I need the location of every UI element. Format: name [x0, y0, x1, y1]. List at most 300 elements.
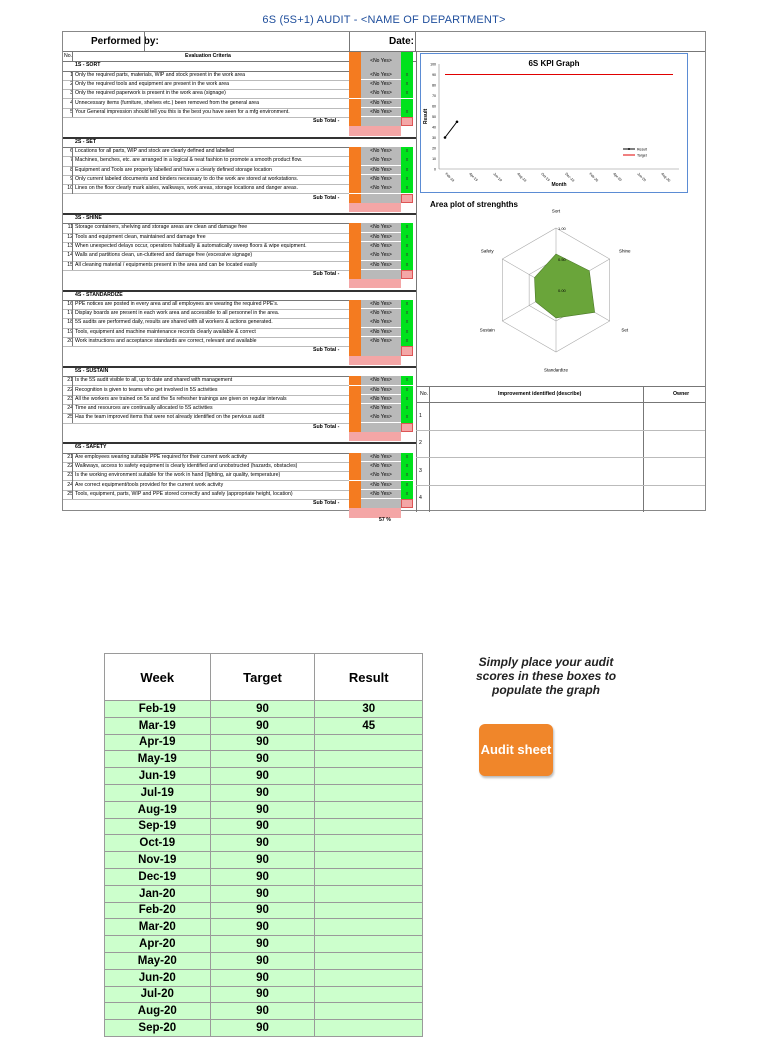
- orange-cell: [349, 318, 361, 327]
- criteria-text: Has the team improved items that were not already identified on the pervious audit: [75, 414, 265, 421]
- radar-ring-label: 0.00: [558, 288, 566, 293]
- score-cell: x: [401, 233, 413, 242]
- evaluation-table: [63, 52, 416, 523]
- criteria-text: Time and resources are continually allocated to 5S activities: [75, 405, 213, 412]
- orange-marker: [349, 52, 361, 71]
- col-divider: [72, 147, 73, 194]
- criteria-row: [63, 261, 416, 270]
- score-select[interactable]: <No Yes>: [361, 490, 401, 499]
- x-tick-label: Oct-19: [540, 171, 551, 183]
- score-select[interactable]: <No Yes>: [361, 147, 401, 156]
- week-cell: Nov-19: [105, 852, 211, 869]
- criteria-number: 19: [67, 328, 73, 335]
- criteria-text: Locations for all parts, WIP and stock are clearly defined and labelled: [75, 148, 234, 154]
- criteria-number: 6: [70, 148, 73, 154]
- col-divider: [72, 376, 73, 423]
- score-select[interactable]: <No Yes>: [361, 251, 401, 260]
- y-tick-label: 70: [432, 94, 436, 98]
- orange-cell: [349, 251, 361, 260]
- score-cell: x: [401, 490, 413, 499]
- criteria-row: [63, 242, 416, 251]
- orange-cell: [349, 194, 361, 203]
- result-cell[interactable]: [315, 902, 423, 919]
- y-tick-label: 100: [430, 62, 436, 67]
- orange-cell: [349, 499, 361, 508]
- week-score-table: [104, 653, 423, 1037]
- week-cell: Jan-20: [105, 885, 211, 902]
- week-row: [105, 868, 423, 885]
- subtotal-label: Sub Total -: [313, 194, 340, 201]
- criteria-number: 17: [67, 310, 73, 317]
- score-cell: x: [401, 376, 413, 385]
- result-cell[interactable]: [315, 868, 423, 885]
- criteria-number: 8: [70, 166, 73, 173]
- criteria-text: Tools and equipment clean, maintained and damage free: [75, 233, 206, 240]
- orange-cell: [349, 309, 361, 318]
- y-tick-label: 60: [432, 104, 436, 109]
- radar-axis-label: Sustain: [479, 327, 495, 333]
- audit-sheet-button[interactable]: Audit sheet: [479, 724, 553, 776]
- orange-cell: [349, 300, 361, 309]
- criteria-text: Only the required parts, materials, WIP and stock present in the work area: [75, 71, 246, 78]
- criteria-number: 1: [70, 71, 73, 78]
- radar-title: Area plot of strenghths: [430, 200, 519, 209]
- orange-cell: [349, 242, 361, 251]
- orange-cell: [349, 108, 361, 117]
- orange-cell: [349, 346, 361, 355]
- score-select[interactable]: <No Yes>: [361, 309, 401, 318]
- week-cell: Sep-19: [105, 818, 211, 835]
- x-tick-label: Dec-19: [564, 171, 576, 183]
- criteria-text: Walkways, access to safety equipment is clearly identified and unobstructed (hazards, obstacles): [75, 462, 298, 469]
- orange-cell: [349, 99, 361, 108]
- criteria-row: [63, 404, 416, 413]
- criteria-number: 10: [67, 185, 73, 192]
- score-select[interactable]: <No Yes>: [361, 156, 401, 165]
- score-cell: x: [401, 404, 413, 413]
- criteria-row: [63, 89, 416, 98]
- col-divider: [72, 223, 73, 270]
- week-row: [105, 1003, 423, 1020]
- score-cell: x: [401, 223, 413, 232]
- week-row: [105, 818, 423, 835]
- score-select[interactable]: <No Yes>: [361, 184, 401, 193]
- score-cell: x: [401, 71, 413, 80]
- radar-axis-label: Standardize: [543, 367, 569, 373]
- result-cell[interactable]: [315, 852, 423, 869]
- orange-cell: [349, 328, 361, 337]
- criteria-row: [63, 453, 416, 462]
- score-select[interactable]: <No Yes>: [361, 108, 401, 117]
- criteria-row: [63, 233, 416, 242]
- kpi-title: 6S KPI Graph: [528, 59, 580, 68]
- week-row: [105, 936, 423, 953]
- week-row: [105, 919, 423, 936]
- score-select[interactable]: <No Yes>: [361, 71, 401, 80]
- subtotal-indicator: [401, 423, 413, 432]
- criteria-number: 2: [70, 80, 73, 87]
- score-select[interactable]: <No Yes>: [361, 175, 401, 184]
- orange-cell: [349, 453, 361, 462]
- criteria-number: 24: [67, 405, 73, 412]
- target-cell: 90: [210, 717, 315, 734]
- legend-target-label: Target: [637, 153, 647, 158]
- week-cell: May-20: [105, 952, 211, 969]
- col-divider: [72, 71, 73, 118]
- score-cell: x: [401, 481, 413, 490]
- result-cell[interactable]: [315, 919, 423, 936]
- criteria-number: 12: [67, 233, 73, 240]
- orange-cell: [349, 413, 361, 422]
- criteria-text: All the workers are trained on 5s and the 5s refresher trainings are given on regular intervals: [75, 395, 287, 402]
- score-cell: x: [401, 337, 413, 346]
- criteria-text: Are correct equipment/tools provided for the current work activity: [75, 481, 224, 488]
- y-tick-label: 50: [432, 115, 436, 119]
- result-cell[interactable]: [315, 885, 423, 902]
- score-select[interactable]: <No Yes>: [361, 223, 401, 232]
- target-cell: 90: [210, 818, 315, 835]
- section-divider: [63, 213, 416, 215]
- section-title: 2S - SET: [75, 138, 97, 145]
- criteria-row: [63, 223, 416, 232]
- week-row: [105, 986, 423, 1003]
- week-cell: May-19: [105, 751, 211, 768]
- criteria-text: Are employees wearing suitable PPE required for their current work activity: [75, 453, 248, 460]
- score-select[interactable]: <No Yes>: [361, 80, 401, 89]
- section-title: 1S - SORT: [75, 62, 101, 69]
- radar-axis-label: Safety: [480, 248, 494, 254]
- score-cell: x: [401, 471, 413, 480]
- score-cell: x: [401, 108, 413, 117]
- criteria-number: 25: [67, 490, 73, 497]
- criteria-row: [63, 386, 416, 395]
- kpi-chart-svg: [421, 54, 687, 192]
- target-cell: 90: [210, 801, 315, 818]
- criteria-row: [63, 108, 416, 117]
- target-cell: 90: [210, 952, 315, 969]
- score-cell: x: [401, 89, 413, 98]
- criteria-number: 11: [67, 224, 73, 231]
- week-cell: Aug-19: [105, 801, 211, 818]
- week-row: [105, 717, 423, 734]
- week-row: [105, 835, 423, 852]
- score-cell: x: [401, 300, 413, 309]
- week-cell: Jul-20: [105, 986, 211, 1003]
- criteria-row: [63, 147, 416, 156]
- score-select[interactable]: <No Yes>: [361, 376, 401, 385]
- x-axis-label: Month: [551, 182, 567, 188]
- total-percent: 57 %: [379, 516, 391, 523]
- criteria-number: 7: [70, 157, 73, 164]
- target-cell: 90: [210, 835, 315, 852]
- result-cell[interactable]: [315, 936, 423, 953]
- section-title: 3S - SHINE: [75, 215, 102, 222]
- radar-axis-label: Shine: [618, 248, 631, 254]
- week-cell: Jun-19: [105, 768, 211, 785]
- target-cell: 90: [210, 902, 315, 919]
- target-cell: 90: [210, 936, 315, 953]
- score-select[interactable]: <No Yes>: [361, 89, 401, 98]
- radar-axis-label: Set: [621, 327, 629, 333]
- week-row: [105, 751, 423, 768]
- row-divider: [63, 193, 349, 194]
- orange-cell: [349, 395, 361, 404]
- criteria-text: Storage containers, shelving and storage areas are clean and damage free: [75, 224, 248, 231]
- criteria-text: Recognition is given to teams who get involved in 5S activities: [75, 386, 218, 393]
- subtotal-bar: [349, 126, 401, 135]
- criteria-number: 13: [67, 243, 73, 249]
- result-cell[interactable]: [315, 969, 423, 986]
- score-cell: x: [401, 453, 413, 462]
- row-divider: [63, 499, 349, 500]
- criteria-number: 21: [67, 453, 73, 460]
- subtotal-label: Sub Total -: [313, 423, 340, 430]
- score-cell: x: [401, 251, 413, 260]
- score-cell: x: [401, 413, 413, 422]
- improvement-row-divider: [416, 430, 705, 431]
- score-select[interactable]: <No Yes>: [361, 404, 401, 413]
- score-select[interactable]: <No Yes>: [361, 233, 401, 242]
- criteria-text: All cleaning material / equipments present in the area and can be located easily: [75, 261, 258, 268]
- improvement-no-header: No.: [420, 391, 429, 397]
- score-select[interactable]: <No Yes>: [361, 337, 401, 346]
- row-divider: [63, 117, 349, 118]
- target-cell: 90: [210, 919, 315, 936]
- y-tick-label: 90: [432, 73, 436, 77]
- result-cell[interactable]: [315, 784, 423, 801]
- criteria-row: [63, 99, 416, 108]
- orange-cell: [349, 471, 361, 480]
- week-row: [105, 701, 423, 718]
- week-cell: Feb-19: [105, 701, 211, 718]
- legend-result-label: Result: [637, 147, 647, 152]
- criteria-number: 22: [67, 386, 73, 393]
- criteria-row: [63, 251, 416, 260]
- orange-cell: [349, 71, 361, 80]
- week-cell: Feb-20: [105, 902, 211, 919]
- section-divider: [63, 290, 416, 292]
- week-cell: Aug-20: [105, 1003, 211, 1020]
- score-cell: x: [401, 309, 413, 318]
- criteria-row: [63, 395, 416, 404]
- criteria-number: 9: [70, 175, 73, 182]
- week-cell: Mar-20: [105, 919, 211, 936]
- criteria-row: [63, 413, 416, 422]
- result-cell[interactable]: [315, 818, 423, 835]
- orange-cell: [349, 166, 361, 175]
- result-cell[interactable]: [315, 986, 423, 1003]
- criteria-text: Is the 5S audit visible to all, up to date and shared with management: [75, 377, 233, 384]
- subtotal-indicator: [401, 346, 413, 355]
- score-select[interactable]: <No Yes>: [361, 166, 401, 175]
- y-tick-label: 30: [432, 136, 436, 140]
- improvement-row-number: 1: [419, 412, 422, 419]
- row-divider: [63, 423, 349, 424]
- orange-cell: [349, 376, 361, 385]
- score-select[interactable]: <No Yes>: [361, 318, 401, 327]
- orange-cell: [349, 89, 361, 98]
- result-cell[interactable]: [315, 1003, 423, 1020]
- orange-cell: [349, 147, 361, 156]
- radar-chart: [420, 195, 705, 385]
- improvement-row-divider: [416, 457, 705, 458]
- result-cell[interactable]: [315, 768, 423, 785]
- week-row: [105, 852, 423, 869]
- score-select[interactable]: <No Yes>: [361, 300, 401, 309]
- criteria-row: [63, 337, 416, 346]
- improvement-rows: [416, 402, 705, 512]
- criteria-row: [63, 318, 416, 327]
- section-title: 5S - SUSTAIN: [75, 367, 109, 374]
- score-cell: x: [401, 395, 413, 404]
- result-cell[interactable]: [315, 801, 423, 818]
- result-cell[interactable]: [315, 751, 423, 768]
- score-cell: x: [401, 261, 413, 270]
- legend-result-marker: [628, 148, 630, 150]
- audit-sheet: [62, 31, 706, 523]
- week-row: [105, 969, 423, 986]
- performed-by-label: Performed by:: [91, 36, 159, 47]
- col-no-header: No.: [64, 53, 73, 59]
- subtotal-bar: [349, 432, 401, 441]
- week-header: Week: [105, 654, 211, 701]
- target-header: Target: [210, 654, 315, 701]
- subtotal-label: Sub Total -: [313, 118, 340, 125]
- y-axis-label: Result: [423, 108, 429, 125]
- score-cell: [401, 99, 413, 108]
- result-cell[interactable]: [315, 952, 423, 969]
- week-cell: Apr-20: [105, 936, 211, 953]
- criteria-text: Display boards are present in each work area and accessible to all personnel in the area.: [75, 310, 280, 317]
- subtotal-value: [361, 117, 401, 126]
- subtotal-indicator: [401, 117, 413, 126]
- score-select[interactable]: <No Yes>: [361, 481, 401, 490]
- radar-svg: [420, 195, 705, 385]
- week-row: [105, 768, 423, 785]
- criteria-number: 20: [67, 338, 73, 344]
- criteria-number: 15: [67, 261, 73, 268]
- x-tick-label: Apr-20: [612, 171, 623, 183]
- week-row: [105, 801, 423, 818]
- score-cell: x: [401, 175, 413, 184]
- section-divider: [63, 442, 416, 444]
- score-select[interactable]: <No Yes>: [361, 413, 401, 422]
- subtotal-value: [361, 270, 401, 279]
- score-select[interactable]: <No Yes>: [361, 328, 401, 337]
- result-cell[interactable]: [315, 1020, 423, 1037]
- target-cell: 90: [210, 969, 315, 986]
- criteria-number: 25: [67, 414, 73, 421]
- subtotal-bar: [349, 508, 401, 517]
- subtotal-label: Sub Total -: [313, 500, 340, 507]
- week-row: [105, 734, 423, 751]
- score-select[interactable]: <No Yes>: [361, 242, 401, 251]
- criteria-row: [63, 156, 416, 165]
- orange-cell: [349, 261, 361, 270]
- x-tick-label: Jun-19: [492, 171, 503, 183]
- col-divider: [72, 300, 73, 347]
- criteria-row: [63, 80, 416, 89]
- score-select[interactable]: <No Yes>: [361, 471, 401, 480]
- result-cell[interactable]: 30: [315, 701, 423, 718]
- score-cell: x: [401, 184, 413, 193]
- subtotal-indicator: [401, 270, 413, 279]
- target-cell: 90: [210, 868, 315, 885]
- week-cell: Mar-19: [105, 717, 211, 734]
- section-divider: [63, 366, 416, 368]
- improvement-row-number: 3: [419, 467, 422, 474]
- score-select[interactable]: <No Yes>: [361, 99, 401, 108]
- criteria-number: 5: [70, 108, 73, 115]
- week-cell: Sep-20: [105, 1020, 211, 1037]
- radar-ring-label: 0.50: [558, 257, 566, 262]
- subtotal-indicator: [401, 194, 413, 203]
- orange-cell: [349, 462, 361, 471]
- section-title: 4S - STANDARDIZE: [75, 291, 123, 298]
- section-divider: [63, 137, 416, 139]
- select-header: <No Yes>: [361, 52, 401, 71]
- week-cell: Jul-19: [105, 784, 211, 801]
- orange-cell: [349, 223, 361, 232]
- improvement-owner-header: Owner: [673, 391, 690, 397]
- result-cell[interactable]: 45: [315, 717, 423, 734]
- criteria-row: [63, 184, 416, 193]
- subtotal-value: [361, 423, 401, 432]
- orange-cell: [349, 156, 361, 165]
- target-cell: 90: [210, 784, 315, 801]
- improvement-row-divider: [416, 485, 705, 486]
- row-divider: [63, 270, 349, 271]
- green-marker: [401, 52, 413, 71]
- orange-cell: [349, 490, 361, 499]
- criteria-number: 14: [67, 252, 73, 259]
- result-cell[interactable]: [315, 734, 423, 751]
- criteria-number: 23: [67, 472, 73, 479]
- criteria-row: [63, 490, 416, 499]
- subtotal-indicator: [401, 499, 413, 508]
- subtotal-value: [361, 499, 401, 508]
- week-row: [105, 784, 423, 801]
- score-select[interactable]: <No Yes>: [361, 395, 401, 404]
- y-tick-label: 0: [434, 167, 436, 172]
- date-label: Date:: [389, 36, 415, 47]
- criteria-row: [63, 309, 416, 318]
- criteria-row: [63, 166, 416, 175]
- criteria-text: Walls and partitions clean, un-cluttered and damage free (excessive signage): [75, 252, 253, 259]
- improvement-row-number: 2: [419, 440, 422, 447]
- criteria-text: When unexpected delays occur, operators habitually & automatically sweep floors & wipe equipment.: [75, 243, 307, 249]
- week-row: [105, 1020, 423, 1037]
- target-cell: 90: [210, 751, 315, 768]
- score-cell: x: [401, 318, 413, 327]
- criteria-row: [63, 462, 416, 471]
- orange-cell: [349, 404, 361, 413]
- col-divider: [72, 453, 73, 500]
- criteria-row: [63, 471, 416, 480]
- score-select[interactable]: <No Yes>: [361, 462, 401, 471]
- score-cell: x: [401, 80, 413, 89]
- subtotal-label: Sub Total -: [313, 347, 340, 354]
- result-cell[interactable]: [315, 835, 423, 852]
- criteria-text: Work instructions and acceptance standards are correct, relevant and available: [75, 338, 257, 344]
- score-select[interactable]: <No Yes>: [361, 386, 401, 395]
- score-select[interactable]: <No Yes>: [361, 453, 401, 462]
- week-row: [105, 885, 423, 902]
- score-select[interactable]: <No Yes>: [361, 261, 401, 270]
- radar-area: [535, 254, 595, 318]
- page-title: 6S (5S+1) AUDIT - <NAME OF DEPARTMENT>: [262, 14, 506, 26]
- col-criteria-header: Evaluation Criteria: [185, 53, 231, 59]
